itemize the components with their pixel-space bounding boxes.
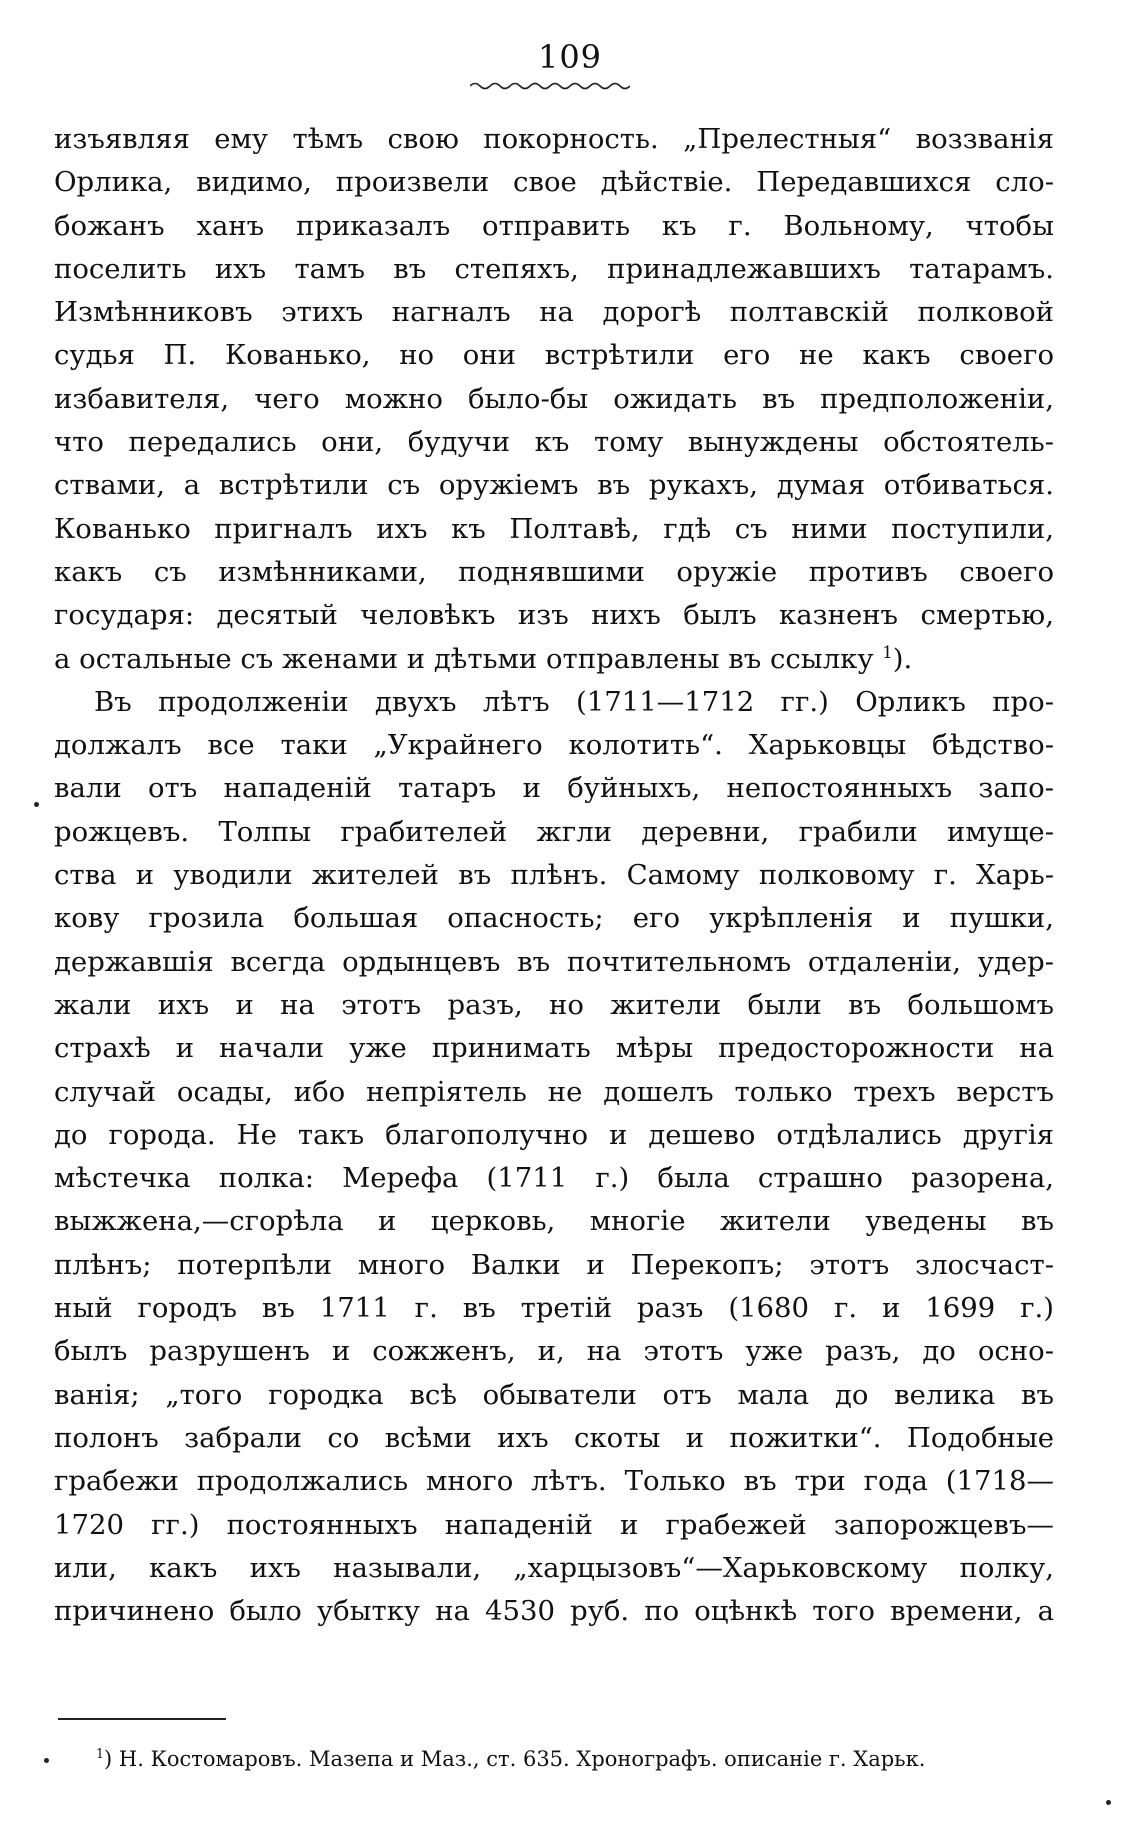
text-line: жали ихъ и на этотъ разъ, но жители были въ большомъ [54, 988, 1054, 1021]
text-line: ствами, а встрѣтили съ оружіемъ въ рукахъ, думая отбиваться. [54, 469, 1054, 502]
footnote-reference: 1 [882, 642, 893, 662]
footnote-reference-close: ). [892, 642, 913, 675]
text-line: поселить ихъ тамъ въ степяхъ, принадлежавшихъ татарамъ. [54, 252, 1054, 285]
text-line: должалъ все таки „Украйнего колотить“. Харьковцы бѣдство- [54, 729, 1054, 762]
text-line: страхѣ и начали уже принимать мѣры предосторожности на [54, 1032, 1054, 1065]
text-line: случай осады, ибо непріятель не дошелъ только трехъ верстъ [54, 1075, 1054, 1108]
text-line: плѣнъ; потерпѣли много Валки и Перекопъ; этотъ злосчаст- [54, 1248, 1054, 1281]
margin-speck [1106, 1800, 1111, 1805]
text-line: державшія всегда ордынцевъ въ почтительномъ отдаленіи, удер- [54, 945, 1054, 978]
footnote-marker: 1 [96, 1746, 105, 1761]
text-line: божанъ ханъ приказалъ отправить къ г. Вольному, чтобы [54, 209, 1054, 242]
text-line: избавителя, чего можно было-бы ожидать въ предположеніи, [54, 382, 1054, 415]
wavy-ornament [470, 80, 630, 92]
text-line: Измѣнниковъ этихъ нагналъ на дорогѣ полтавскій полковой [54, 296, 1054, 329]
text-line: что передались они, будучи къ тому вынуждены обстоятель- [54, 426, 1054, 459]
text-line: выжжена,—сгорѣла и церковь, многіе жители уведены въ [54, 1205, 1054, 1238]
text-line: судья П. Кованько, но они встрѣтили его не какъ своего [54, 339, 1054, 372]
text-line: государя: десятый человѣкъ изъ нихъ былъ казненъ смертью, [54, 599, 1054, 632]
text-line: а остальные съ женами и дѣтьми отправлены въ ссылку [54, 642, 874, 675]
text-line: изъявляя ему тѣмъ свою покорность. „Прелестныя“ воззванія [54, 123, 1054, 155]
footnote-marker-close: ) [104, 1747, 113, 1771]
margin-speck [34, 802, 39, 807]
text-line: былъ разрушенъ и сожженъ, и, на этотъ уже разъ, до осно- [54, 1335, 1054, 1368]
footnote-divider [58, 1718, 226, 1720]
text-line: Кованько пригналъ ихъ къ Полтавѣ, гдѣ съ ними поступили, [54, 512, 1054, 545]
text-line: какъ съ измѣнниками, поднявшими оружіе противъ своего [54, 555, 1054, 588]
text-line: ный городъ въ 1711 г. въ третій разъ (1680 г. и 1699 г.) [54, 1292, 1054, 1325]
text-line: 1720 гг.) постоянныхъ нападеній и грабежей запорожцевъ— [54, 1508, 1054, 1541]
text-line: или, какъ ихъ называли, „харцызовъ“—Харьковскому полку, [54, 1551, 1054, 1584]
text-line: Въ продолженіи двухъ лѣтъ (1711—1712 гг.) Орликъ про- [94, 685, 1054, 718]
text-line: полонъ забрали со всѣми ихъ скоты и пожитки“. Подобные [54, 1421, 1054, 1454]
footnote-text: Н. Костомаровъ. Мазепа и Маз., ст. 635. Хронографъ. описаніе г. Харьк. [118, 1747, 926, 1771]
page-number: 109 [537, 38, 603, 76]
text-line: Орлика, видимо, произвели свое дѣйствіе. Передавшихся сло- [54, 166, 1054, 199]
main-text [54, 118, 1054, 1633]
text-line: ства и уводили жителей въ плѣнъ. Самому полковому г. Харь- [54, 859, 1054, 892]
text-line: грабежи продолжались много лѣтъ. Только въ три года (1718— [54, 1465, 1054, 1498]
text-line: кову грозила большая опасность; его укрѣпленія и пушки, [54, 902, 1054, 935]
text-line: мѣстечка полка: Мерефа (1711 г.) была страшно разорена, [54, 1162, 1054, 1195]
paragraph-end-line [54, 638, 1054, 681]
margin-speck [44, 1758, 49, 1763]
text-line: вали отъ нападеній татаръ и буйныхъ, непостоянныхъ запо- [54, 772, 1054, 805]
text-line: ванія; „того городка всѣ обыватели отъ мала до велика въ [54, 1378, 1054, 1411]
text-line: рожцевъ. Толпы грабителей жгли деревни, грабили имуще- [54, 815, 1054, 848]
text-line: причинено было убытку на 4530 руб. по оцѣнкѣ того времени, а [54, 1595, 1054, 1628]
footnote [96, 1747, 925, 1771]
text-line: до города. Не такъ благополучно и дешево отдѣлались другія [54, 1118, 1054, 1151]
